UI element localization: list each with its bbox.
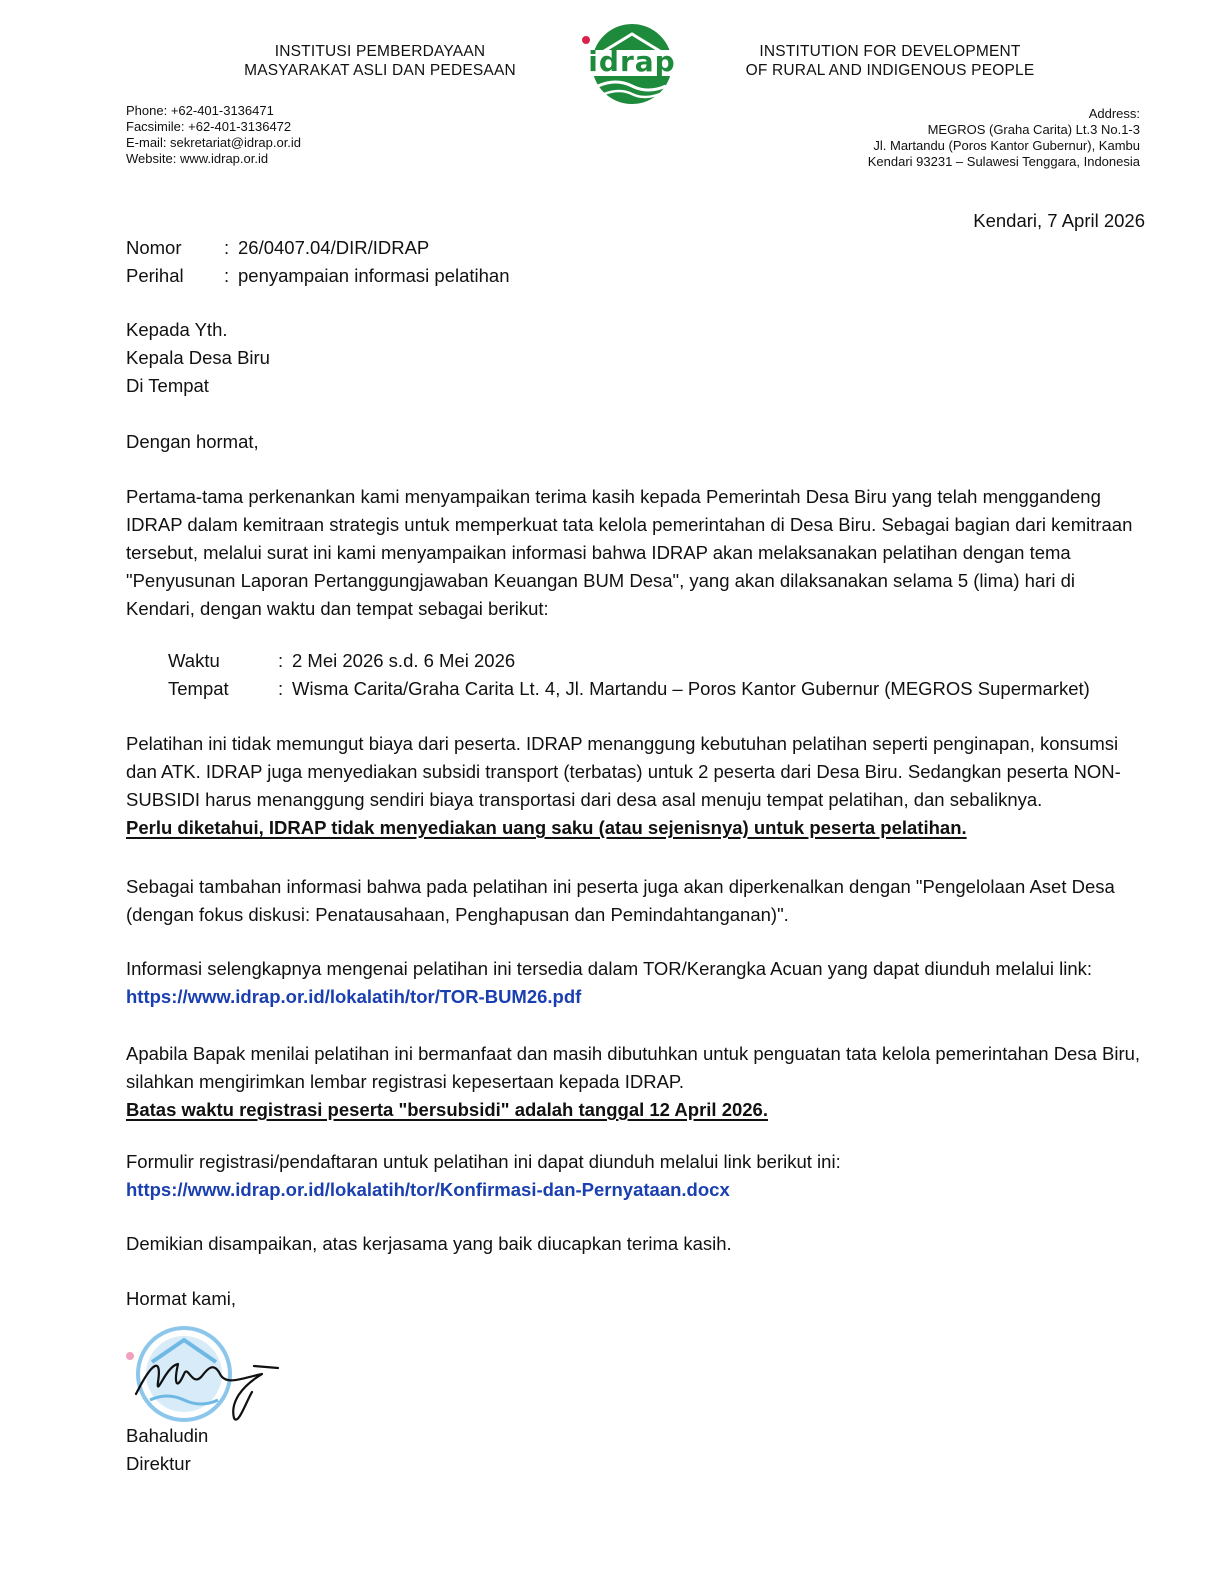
signer-name: Bahaludin (126, 1425, 209, 1446)
org-name-id-line2: MASYARAKAT ASLI DAN PEDESAAN (244, 62, 516, 79)
paragraph-form-text: Formulir registrasi/pendaftaran untuk pelatihan ini dapat diunduh melalui link berikut ini: (126, 1151, 841, 1172)
form-link[interactable]: https://www.idrap.or.id/lokalatih/tor/Konfirmasi-dan-Pernyataan.docx (126, 1179, 730, 1200)
contact-fax: Facsimile: +62-401-3136472 (126, 119, 292, 134)
paragraph-cost (126, 730, 1146, 842)
nomor-value: 26/0407.04/DIR/IDRAP (238, 237, 430, 258)
paragraph-form (126, 1148, 1146, 1204)
address-line2: Jl. Martandu (Poros Kantor Gubernur), Kambu (873, 138, 1140, 153)
signer-block (126, 1422, 208, 1478)
paragraph-cost-text: Pelatihan ini tidak memungut biaya dari peserta. IDRAP menanggung kebutuhan pelatihan seperti penginapan, konsumsi dan ATK. IDRAP juga menyediakan subsidi transport (terbatas) untuk 2 peserta dari Desa Biru. Sedangkan peserta NON-SUBSIDI harus menanggung sendiri biaya transportasi dari desa asal menuju tempat pelatihan, dan sebaliknya. (126, 733, 1121, 810)
tor-link[interactable]: https://www.idrap.or.id/lokalatih/tor/TOR-BUM26.pdf (126, 986, 582, 1007)
address-label: Address: (1088, 106, 1140, 121)
org-name-id-line1: INSTITUSI PEMBERDAYAAN (274, 43, 486, 60)
nomor-colon: : (224, 237, 230, 258)
contact-email: E-mail: sekretariat@idrap.or.id (126, 135, 302, 150)
recipient-line2: Kepala Desa Biru (126, 347, 270, 368)
paragraph-registration (126, 1040, 1146, 1124)
org-name-id (215, 42, 545, 80)
perihal-colon: : (224, 265, 230, 286)
recipient-line3: Di Tempat (126, 375, 209, 396)
sign-off: Hormat kami, (126, 1288, 236, 1309)
paragraph-asset-text: Sebagai tambahan informasi bahwa pada pelatihan ini peserta juga akan diperkenalkan dengan "Pengelolaan Aset Desa (dengan fokus diskusi: Penatausahaan, Penghapusan dan Pemindahtanganan)". (126, 876, 1115, 925)
org-name-en-line2: OF RURAL AND INDIGENOUS PEOPLE (745, 62, 1035, 79)
no-allowance-note: Perlu diketahui, IDRAP tidak menyediakan uang saku (atau sejenisnya) untuk peserta pelatihan. (126, 817, 967, 838)
contact-block (126, 103, 301, 167)
paragraph-tor-text: Informasi selengkapnya mengenai pelatihan ini tersedia dalam TOR/Kerangka Acuan yang dapat diunduh melalui link: (126, 958, 1093, 979)
paragraph-registration-text: Apabila Bapak menilai pelatihan ini bermanfaat dan masih dibutuhkan untuk penguatan tata kelola pemerintahan Desa Biru, silahkan mengirimkan lembar registrasi kepesertaan kepada IDRAP. (126, 1043, 1141, 1092)
address-line3: Kendari 93231 – Sulawesi Tenggara, Indonesia (867, 154, 1140, 169)
perihal-label: Perihal (126, 265, 184, 286)
recipient-block (126, 316, 270, 400)
paragraph-intro (126, 483, 1146, 623)
paragraph-asset (126, 873, 1146, 929)
idrap-logo (576, 20, 686, 106)
place-date: Kendari, 7 April 2026 (973, 210, 1145, 231)
waktu-label: Waktu (168, 650, 220, 671)
org-name-en-line1: INSTITUTION FOR DEVELOPMENT (759, 43, 1021, 60)
address-line1: MEGROS (Graha Carita) Lt.3 No.1-3 (927, 122, 1140, 137)
paragraph-intro-text: Pertama-tama perkenankan kami menyampaikan terima kasih kepada Pemerintah Desa Biru yang telah menggandeng IDRAP dalam kemitraan strategis untuk memperkuat tata kelola pemerintahan di Desa Biru. Sebagai bagian dari kemitraan tersebut, melalui surat ini kami menyampaikan informasi bahwa IDRAP akan melaksanakan pelatihan dengan tema "Penyusunan Laporan Pertanggungjawaban Keuangan BUM Desa", yang akan dilaksanakan selama 5 (lima) hari di Kendari, dengan waktu dan tempat sebagai berikut: (126, 486, 1133, 619)
registration-deadline-note: Batas waktu registrasi peserta "bersubsidi" adalah tanggal 12 April 2026. (126, 1099, 768, 1120)
reference-block (126, 234, 510, 290)
nomor-row (126, 234, 510, 262)
signer-title: Direktur (126, 1453, 191, 1474)
logo-wordmark: idrap (588, 45, 676, 78)
tempat-row (168, 675, 1148, 703)
perihal-value: penyampaian informasi pelatihan (238, 265, 510, 286)
contact-website: Website: www.idrap.or.id (126, 151, 269, 166)
perihal-row (126, 262, 510, 290)
org-name-en (715, 42, 1065, 80)
waktu-colon: : (278, 650, 284, 671)
signature-stamp (122, 1322, 292, 1432)
waktu-row (168, 647, 1148, 675)
address-block (760, 106, 1140, 170)
greeting: Dengan hormat, (126, 431, 259, 452)
closing-line: Demikian disampaikan, atas kerjasama yang baik diucapkan terima kasih. (126, 1233, 732, 1254)
stamp-signature-icon (122, 1322, 292, 1432)
paragraph-tor (126, 955, 1146, 1011)
contact-phone: Phone: +62-401-3136471 (126, 103, 274, 118)
tempat-value: Wisma Carita/Graha Carita Lt. 4, Jl. Martandu – Poros Kantor Gubernur (MEGROS Supermarket) (292, 678, 1090, 699)
tempat-label: Tempat (168, 678, 229, 699)
tempat-colon: : (278, 678, 284, 699)
nomor-label: Nomor (126, 237, 182, 258)
schedule-block (168, 647, 1148, 703)
waktu-value: 2 Mei 2026 s.d. 6 Mei 2026 (292, 650, 516, 671)
recipient-line1: Kepada Yth. (126, 319, 228, 340)
